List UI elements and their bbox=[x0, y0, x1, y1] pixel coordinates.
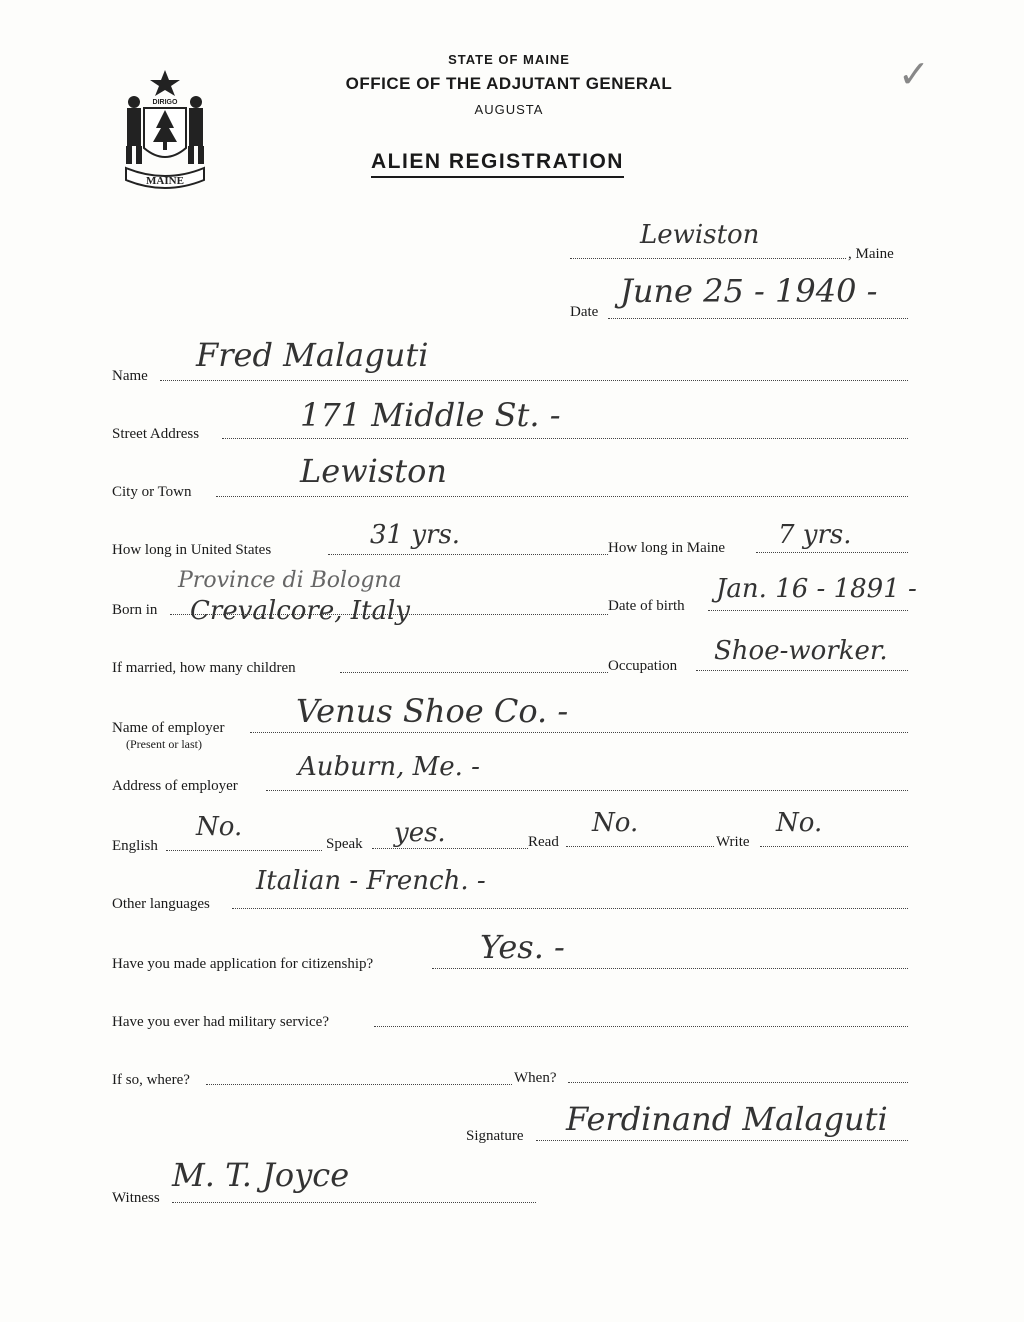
signature-line bbox=[536, 1140, 908, 1141]
where-line bbox=[206, 1084, 512, 1085]
born-province-value: Province di Bologna bbox=[178, 568, 402, 593]
born-in-label: Born in bbox=[112, 602, 158, 618]
write-label: Write bbox=[716, 834, 750, 850]
military-label: Have you ever had military service? bbox=[112, 1014, 329, 1030]
date-value: June 25 - 1940 - bbox=[620, 272, 878, 310]
where-label: If so, where? bbox=[112, 1072, 190, 1088]
how-long-us-label: How long in United States bbox=[112, 542, 272, 558]
dob-line bbox=[708, 610, 908, 611]
write-line bbox=[760, 846, 908, 847]
how-long-maine-label: How long in Maine bbox=[608, 540, 726, 556]
signature-label: Signature bbox=[466, 1128, 524, 1144]
other-languages-value: Italian - French. - bbox=[256, 866, 486, 896]
seal-motto: DIRIGO bbox=[152, 99, 178, 106]
witness-value: M. T. Joyce bbox=[172, 1156, 350, 1194]
speak-label: Speak bbox=[326, 836, 363, 852]
other-languages-line bbox=[232, 908, 908, 909]
state-seal-icon bbox=[112, 68, 218, 192]
check-mark: ✓ bbox=[898, 52, 930, 96]
citizenship-label: Have you made application for citizenship? bbox=[112, 956, 374, 972]
employer-value: Venus Shoe Co. - bbox=[296, 692, 569, 730]
employer-address-line bbox=[266, 790, 908, 791]
other-languages-label: Other languages bbox=[112, 896, 210, 912]
city-line bbox=[216, 496, 908, 497]
witness-line bbox=[172, 1202, 536, 1203]
read-value: No. bbox=[592, 808, 639, 838]
write-value: No. bbox=[776, 808, 823, 838]
header-office: OFFICE OF THE ADJUTANT GENERAL bbox=[345, 74, 673, 93]
how-long-us-line bbox=[328, 554, 608, 555]
read-label: Read bbox=[528, 834, 559, 850]
form-title: ALIEN REGISTRATION bbox=[371, 150, 624, 178]
employer-label: Name of employer bbox=[112, 720, 225, 736]
name-label: Name bbox=[112, 368, 148, 384]
occupation-value: Shoe-worker. bbox=[714, 636, 888, 666]
date-line bbox=[608, 318, 908, 319]
street-label: Street Address bbox=[112, 426, 200, 442]
occupation-label: Occupation bbox=[608, 658, 678, 674]
header-city: AUGUSTA bbox=[474, 102, 544, 117]
employer-address-value: Auburn, Me. - bbox=[298, 752, 480, 782]
how-long-maine-value: 7 yrs. bbox=[778, 520, 852, 550]
military-line bbox=[374, 1026, 908, 1027]
when-label: When? bbox=[514, 1070, 557, 1086]
witness-label: Witness bbox=[112, 1190, 160, 1206]
when-line bbox=[568, 1082, 908, 1083]
seal-banner-text: MAINE bbox=[146, 175, 184, 187]
speak-line bbox=[372, 848, 528, 849]
how-long-us-value: 31 yrs. bbox=[370, 520, 461, 550]
how-long-maine-line bbox=[756, 552, 908, 553]
english-line bbox=[166, 850, 322, 851]
speak-value: yes. bbox=[394, 818, 446, 848]
read-line bbox=[566, 846, 714, 847]
name-value: Fred Malaguti bbox=[196, 336, 429, 374]
maine-label: , Maine bbox=[848, 246, 894, 262]
dob-value: Jan. 16 - 1891 - bbox=[716, 574, 917, 604]
town-value: Lewiston bbox=[640, 220, 760, 250]
dob-label: Date of birth bbox=[608, 598, 685, 614]
state-seal bbox=[112, 68, 218, 192]
english-label: English bbox=[112, 838, 158, 854]
header-state: STATE OF MAINE bbox=[448, 52, 570, 67]
citizenship-line bbox=[432, 968, 908, 969]
occupation-line bbox=[696, 670, 908, 671]
born-in-value: Crevalcore, Italy bbox=[190, 596, 410, 626]
married-line bbox=[340, 672, 608, 673]
signature-value: Ferdinand Malaguti bbox=[566, 1100, 888, 1138]
employer-address-label: Address of employer bbox=[112, 778, 238, 794]
street-line bbox=[222, 438, 908, 439]
name-line bbox=[160, 380, 908, 381]
street-value: 171 Middle St. - bbox=[300, 396, 561, 434]
married-label: If married, how many children bbox=[112, 660, 296, 676]
town-line bbox=[570, 258, 846, 259]
city-label: City or Town bbox=[112, 484, 192, 500]
employer-sublabel: (Present or last) bbox=[126, 737, 202, 751]
city-value: Lewiston bbox=[300, 452, 447, 490]
citizenship-value: Yes. - bbox=[480, 928, 565, 966]
employer-line bbox=[250, 732, 908, 733]
english-value: No. bbox=[196, 812, 243, 842]
date-label: Date bbox=[570, 304, 599, 320]
